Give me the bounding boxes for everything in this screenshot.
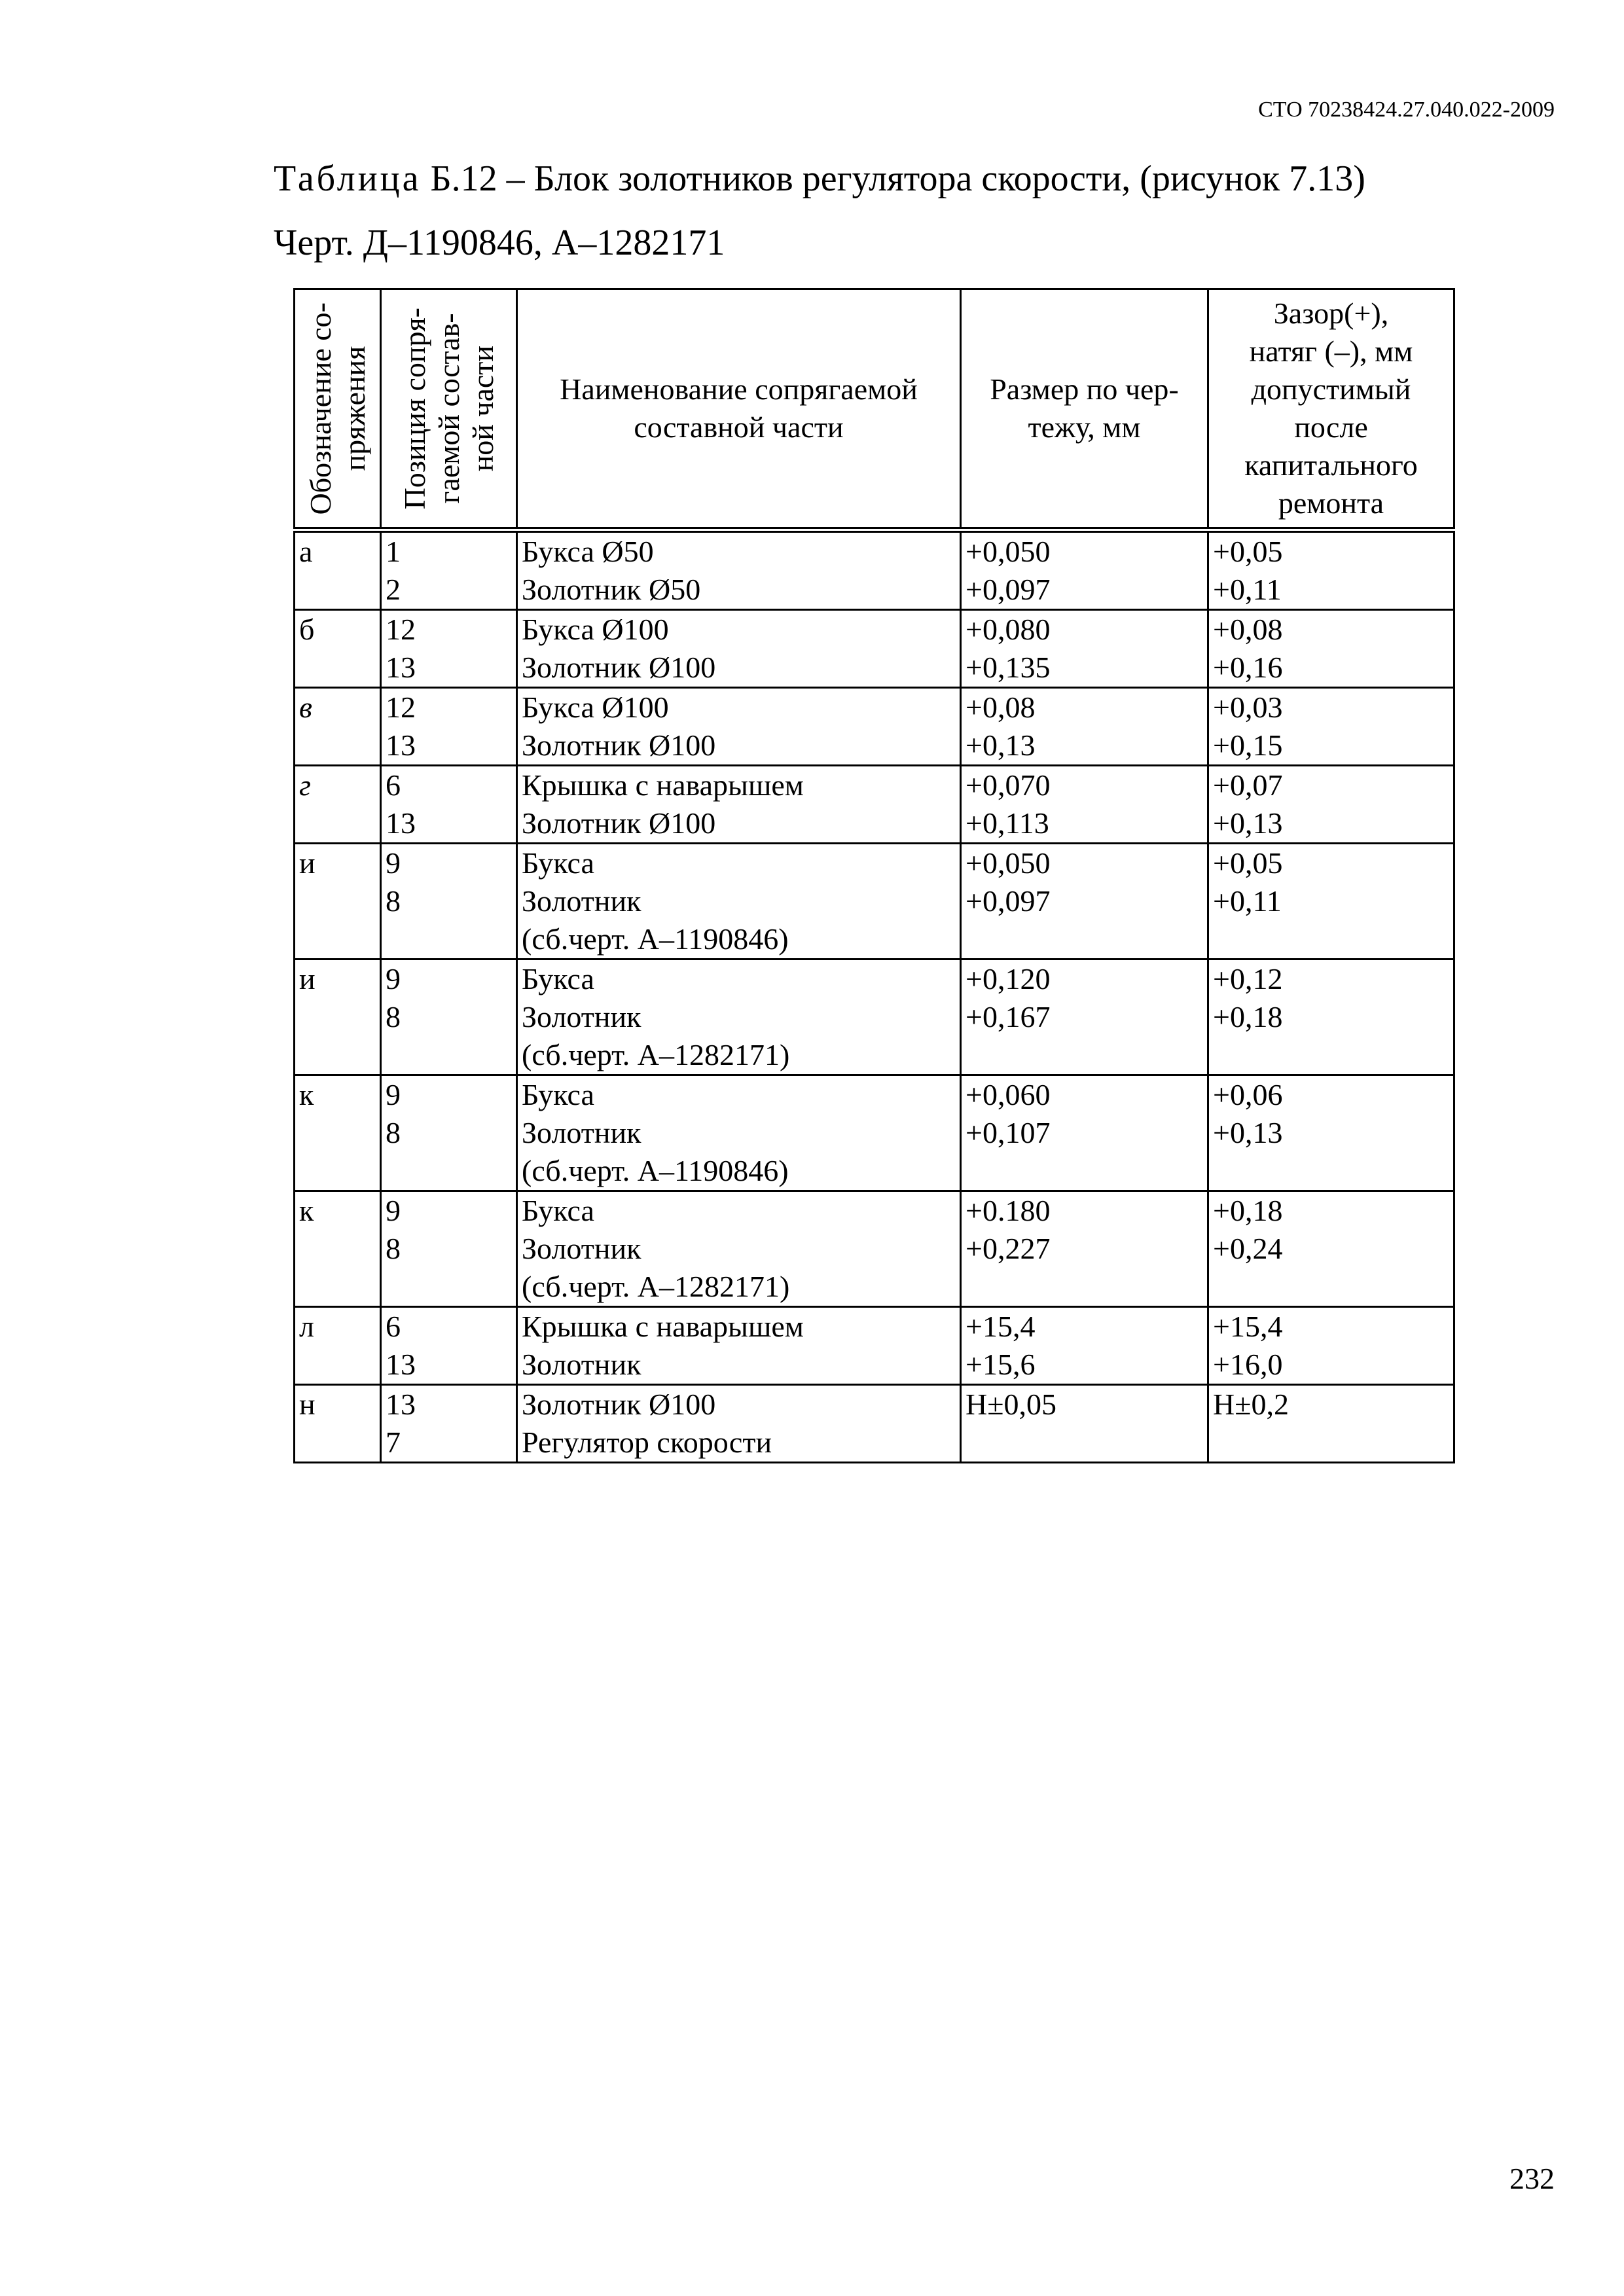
drawing-size-cell-line: +0,050 (965, 535, 1051, 568)
position-cell-line: 7 (386, 1426, 401, 1459)
part-name-cell-line: Букса Ø100 (522, 613, 669, 646)
drawing-size-cell (961, 688, 1208, 766)
allowed-gap-cell (1208, 766, 1454, 844)
drawing-size-cell-line: +0,070 (965, 768, 1051, 802)
mark-cell (295, 844, 381, 960)
table-caption (274, 156, 1365, 202)
mark-cell (295, 960, 381, 1075)
allowed-gap-cell-line: +0,18 (1213, 1000, 1283, 1033)
fits-table (293, 288, 1455, 1463)
mark-cell (295, 1385, 381, 1463)
allowed-gap-cell (1208, 1191, 1454, 1307)
position-cell (381, 960, 517, 1075)
part-name-cell-line: Крышка с наварышем (522, 1310, 804, 1343)
part-name-cell (517, 530, 961, 610)
position-cell-line: 8 (386, 1116, 401, 1149)
drawing-size-cell-line: +0,050 (965, 846, 1051, 880)
drawing-size-cell-line: +0,080 (965, 613, 1051, 646)
part-name-cell-line: Букса (522, 1194, 594, 1227)
part-name-cell-line: Золотник (522, 1116, 641, 1149)
position-cell-line: 9 (386, 846, 401, 880)
position-cell-line: 12 (386, 691, 416, 724)
page-number: 232 (1509, 2162, 1555, 2195)
allowed-gap-cell-line: +0,08 (1213, 613, 1283, 646)
table-row (295, 1385, 1454, 1463)
mark-cell-line: к (299, 1194, 314, 1227)
allowed-gap-cell-line: +0,16 (1213, 651, 1283, 684)
mark-cell (295, 688, 381, 766)
drawing-size-cell (961, 1385, 1208, 1463)
allowed-gap-cell-line: +0,05 (1213, 535, 1283, 568)
allowed-gap-cell-line: +0,24 (1213, 1232, 1283, 1265)
allowed-gap-cell (1208, 1385, 1454, 1463)
document-code: СТО 70238424.27.040.022-2009 (1258, 98, 1555, 122)
table-row (295, 766, 1454, 844)
part-name-cell-line: Золотник Ø50 (522, 573, 701, 606)
part-name-cell-line: Золотник Ø100 (522, 806, 716, 840)
position-cell-line: 13 (386, 806, 416, 840)
position-cell (381, 766, 517, 844)
drawing-size-cell (961, 766, 1208, 844)
table-row (295, 844, 1454, 960)
table-row (295, 610, 1454, 688)
mark-cell (295, 610, 381, 688)
part-name-cell-line: Золотник Ø100 (522, 728, 716, 762)
part-name-cell-line: Золотник Ø100 (522, 651, 716, 684)
position-cell (381, 1385, 517, 1463)
table-row (295, 688, 1454, 766)
mark-cell-line: в (299, 691, 312, 724)
part-name-cell-line: (сб.черт. А–1190846) (522, 1154, 789, 1187)
column-header-allowed-gap: Зазор(+), натяг (–), мм допустимый после капитального ремонта (1208, 289, 1454, 530)
part-name-cell (517, 610, 961, 688)
part-name-cell-line: (сб.черт. А–1282171) (522, 1270, 790, 1303)
part-name-cell (517, 1385, 961, 1463)
allowed-gap-cell-line: +16,0 (1213, 1348, 1283, 1381)
part-name-cell (517, 1075, 961, 1191)
allowed-gap-cell (1208, 1307, 1454, 1385)
drawing-size-cell-line: +0,167 (965, 1000, 1051, 1033)
position-cell-line: 13 (386, 1348, 416, 1381)
part-name-cell (517, 688, 961, 766)
caption-title: Б.12 – Блок золотников регулятора скорости, (рисунок 7.13) (430, 158, 1365, 199)
column-header-part-name: Наименование сопрягаемой составной части (517, 289, 961, 530)
drawing-size-cell-line: Н±0,05 (965, 1388, 1056, 1421)
mark-cell (295, 1307, 381, 1385)
position-cell (381, 610, 517, 688)
column-header-position: Позиция сопря- гаемой состав- ной части (381, 289, 517, 530)
drawing-size-cell (961, 1307, 1208, 1385)
table-header-row (295, 289, 1454, 530)
allowed-gap-cell-line: Н±0,2 (1213, 1388, 1289, 1421)
part-name-cell-line: (сб.черт. А–1190846) (522, 922, 789, 956)
allowed-gap-cell-line: +0,15 (1213, 728, 1283, 762)
part-name-cell-line: Золотник (522, 1000, 641, 1033)
part-name-cell-line: Золотник (522, 1232, 641, 1265)
drawing-size-cell-line: +0,120 (965, 962, 1051, 996)
mark-cell-line: и (299, 846, 316, 880)
position-cell-line: 12 (386, 613, 416, 646)
part-name-cell-line: Букса (522, 1078, 594, 1111)
drawing-size-cell-line: +0,227 (965, 1232, 1051, 1265)
allowed-gap-cell-line: +0,13 (1213, 1116, 1283, 1149)
drawing-size-cell (961, 960, 1208, 1075)
drawing-size-cell-line: +0.180 (965, 1194, 1051, 1227)
table-row (295, 1307, 1454, 1385)
drawing-size-cell-line: +0,08 (965, 691, 1036, 724)
part-name-cell-line: Букса Ø50 (522, 535, 654, 568)
allowed-gap-cell-line: +0,11 (1213, 573, 1282, 606)
caption-label: Таблица (274, 158, 422, 199)
mark-cell-line: н (299, 1388, 316, 1421)
part-name-cell (517, 1307, 961, 1385)
column-header-mark: Обозначение со- пряжения (295, 289, 381, 530)
part-name-cell-line: Букса (522, 962, 594, 996)
allowed-gap-cell-line: +0,11 (1213, 884, 1282, 918)
allowed-gap-cell-line: +0,03 (1213, 691, 1283, 724)
drawing-size-cell-line: +15,6 (965, 1348, 1036, 1381)
position-cell (381, 1075, 517, 1191)
position-cell-line: 13 (386, 651, 416, 684)
allowed-gap-cell (1208, 688, 1454, 766)
mark-cell-line: г (299, 768, 311, 802)
table-row (295, 1075, 1454, 1191)
drawing-size-cell-line: +0,113 (965, 806, 1049, 840)
allowed-gap-cell (1208, 610, 1454, 688)
allowed-gap-cell (1208, 844, 1454, 960)
drawing-size-cell (961, 1075, 1208, 1191)
position-cell-line: 13 (386, 1388, 416, 1421)
mark-cell (295, 766, 381, 844)
position-cell (381, 1191, 517, 1307)
position-cell (381, 530, 517, 610)
allowed-gap-cell-line: +15,4 (1213, 1310, 1283, 1343)
drawing-size-cell-line: +0,107 (965, 1116, 1051, 1149)
drawing-size-cell-line: +15,4 (965, 1310, 1036, 1343)
drawing-references: Черт. Д–1190846, А–1282171 (274, 223, 725, 263)
drawing-size-cell-line: +0,097 (965, 884, 1051, 918)
part-name-cell-line: Регулятор скорости (522, 1426, 772, 1459)
position-cell (381, 688, 517, 766)
mark-cell (295, 1075, 381, 1191)
part-name-cell (517, 766, 961, 844)
allowed-gap-cell (1208, 960, 1454, 1075)
mark-cell-line: б (299, 613, 315, 646)
drawing-size-cell-line: +0,135 (965, 651, 1051, 684)
allowed-gap-cell-line: +0,13 (1213, 806, 1283, 840)
mark-cell (295, 1191, 381, 1307)
position-cell (381, 1307, 517, 1385)
mark-cell (295, 530, 381, 610)
position-cell-line: 9 (386, 1194, 401, 1227)
position-cell-line: 8 (386, 884, 401, 918)
part-name-cell-line: Золотник Ø100 (522, 1388, 716, 1421)
part-name-cell (517, 960, 961, 1075)
position-cell-line: 6 (386, 768, 401, 802)
part-name-cell-line: Крышка с наварышем (522, 768, 804, 802)
allowed-gap-cell (1208, 530, 1454, 610)
position-cell-line: 2 (386, 573, 401, 606)
position-cell (381, 844, 517, 960)
table-body (295, 530, 1454, 1463)
part-name-cell-line: Букса Ø100 (522, 691, 669, 724)
part-name-cell (517, 844, 961, 960)
drawing-size-cell (961, 844, 1208, 960)
drawing-size-cell (961, 610, 1208, 688)
table-row (295, 960, 1454, 1075)
allowed-gap-cell-line: +0,05 (1213, 846, 1283, 880)
mark-cell-line: а (299, 535, 313, 568)
position-cell-line: 8 (386, 1232, 401, 1265)
position-cell-line: 8 (386, 1000, 401, 1033)
mark-cell-line: к (299, 1078, 314, 1111)
part-name-cell-line: Букса (522, 846, 594, 880)
allowed-gap-cell-line: +0,18 (1213, 1194, 1283, 1227)
position-cell-line: 13 (386, 728, 416, 762)
table-row (295, 530, 1454, 610)
mark-cell-line: л (299, 1310, 314, 1343)
drawing-size-cell (961, 1191, 1208, 1307)
part-name-cell-line: Золотник (522, 1348, 641, 1381)
drawing-size-cell (961, 530, 1208, 610)
part-name-cell (517, 1191, 961, 1307)
column-header-drawing-size: Размер по чер- тежу, мм (961, 289, 1208, 530)
table-row (295, 1191, 1454, 1307)
allowed-gap-cell-line: +0,12 (1213, 962, 1283, 996)
position-cell-line: 6 (386, 1310, 401, 1343)
part-name-cell-line: Золотник (522, 884, 641, 918)
position-cell-line: 9 (386, 962, 401, 996)
part-name-cell-line: (сб.черт. А–1282171) (522, 1038, 790, 1071)
drawing-size-cell-line: +0,13 (965, 728, 1036, 762)
allowed-gap-cell-line: +0,06 (1213, 1078, 1283, 1111)
drawing-size-cell-line: +0,097 (965, 573, 1051, 606)
mark-cell-line: и (299, 962, 316, 996)
allowed-gap-cell-line: +0,07 (1213, 768, 1283, 802)
allowed-gap-cell (1208, 1075, 1454, 1191)
position-cell-line: 9 (386, 1078, 401, 1111)
drawing-size-cell-line: +0,060 (965, 1078, 1051, 1111)
position-cell-line: 1 (386, 535, 401, 568)
